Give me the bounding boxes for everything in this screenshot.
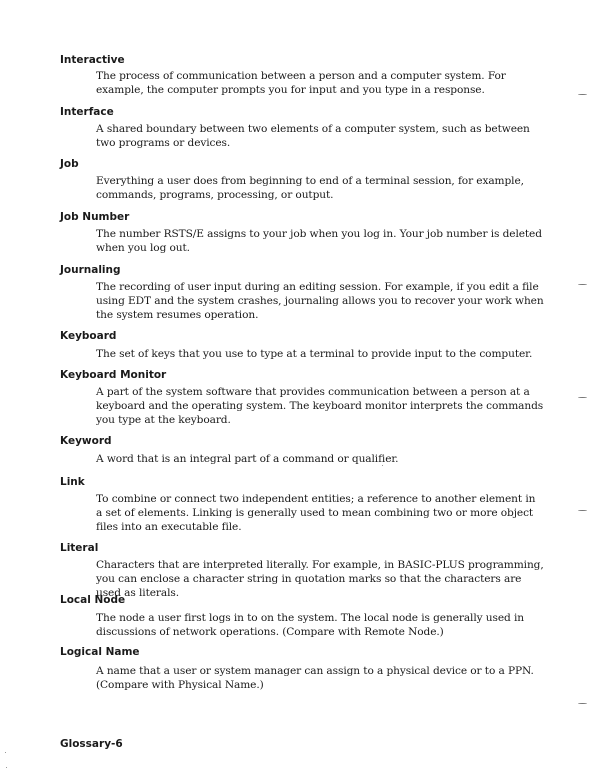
glossary-term: Interface [60,106,114,118]
glossary-definition: Everything a user does from beginning to end of a terminal session, for example, commands, programs, processing, or output. [96,175,524,201]
scan-speck [382,465,383,466]
margin-mark [578,284,587,285]
glossary-definition: The number RSTS/E assigns to your job when you log in. Your job number is deleted when you log out. [96,228,542,254]
glossary-term: Job [60,158,79,170]
glossary-term: Journaling [60,264,121,276]
glossary-term: Literal [60,542,99,554]
margin-mark [578,510,587,511]
glossary-term: Keyboard [60,330,117,342]
glossary-definition: A part of the system software that provides communication between a person at a keyboard and the operating system. The keyboard monitor interprets the commands you type at the keyboard. [96,386,544,426]
margin-mark [578,397,587,398]
glossary-definition: A name that a user or system manager can assign to a physical device or to a PPN. (Compare with Physical Name.) [96,665,534,691]
margin-mark [578,703,587,704]
page-footer: Glossary-6 [60,738,123,750]
glossary-term: Keyword [60,435,112,447]
glossary-definition: The node a user first logs in to on the system. The local node is generally used in discussions of network operations. (Compare with Remote Node.) [96,612,524,638]
margin-mark [578,94,587,95]
glossary-term: Local Node [60,594,126,606]
glossary-definition: Characters that are interpreted literally. For example, in BASIC-PLUS programming, you can enclose a character string in quotation marks so that the characters are used as literals. [96,559,544,599]
glossary-term: Keyboard Monitor [60,369,167,381]
glossary-definition: The set of keys that you use to type at a terminal to provide input to the computer. [96,348,533,360]
glossary-definition: A shared boundary between two elements of a computer system, such as between two programs or devices. [96,123,530,149]
glossary-term: Logical Name [60,646,140,658]
glossary-term: Link [60,476,85,488]
glossary-term: Interactive [60,54,125,66]
glossary-definition: The process of communication between a person and a computer system. For example, the computer prompts you for input and you type in a response. [96,70,506,96]
glossary-definition: A word that is an integral part of a command or qualifier. [96,453,399,465]
scan-speck [6,767,7,768]
glossary-definition: The recording of user input during an editing session. For example, if you edit a file using EDT and the system crashes, journaling allows you to recover your work when the system resumes operation. [96,281,544,321]
glossary-definition: To combine or connect two independent entities; a reference to another element in a set of elements. Linking is generally used to mean combining two or more object files into an executable file. [96,493,536,533]
scan-speck [5,752,6,753]
glossary-term: Job Number [60,211,130,223]
